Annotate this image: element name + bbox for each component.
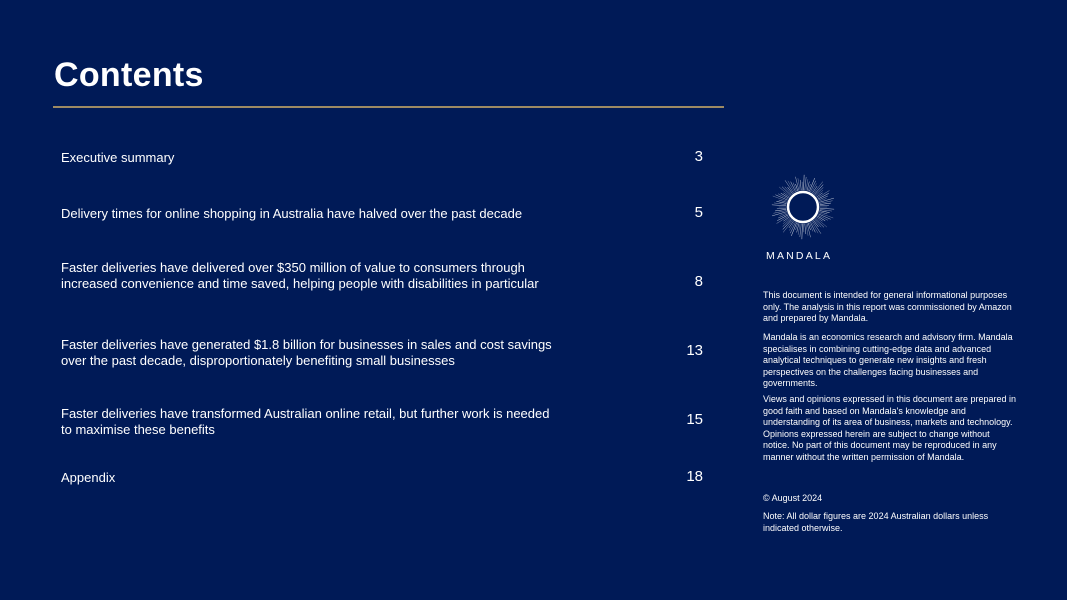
disclaimer-text: This document is intended for general informational purposes only. The analysis in this report was commissioned by Amazon and prepared by Mandala. <box>763 290 1012 323</box>
logo-ray <box>802 224 803 239</box>
toc-item-label: Appendix <box>61 470 116 485</box>
logo-ray <box>820 208 834 209</box>
toc-item-label: Executive summary <box>61 150 175 165</box>
about-text: Mandala is an economics research and advisory firm. Mandala specialises in combining cutting-edge data and advanced analytical techniques to generate new insights and fresh perspectives on the challenges facing businesses and governments. <box>763 332 1013 388</box>
logo-ray <box>804 175 805 190</box>
logo-ray <box>772 205 786 206</box>
title-divider <box>53 106 724 108</box>
logo-ray <box>782 187 791 195</box>
note-text: Note: All dollar figures are 2024 Australian dollars unless indicated otherwise. <box>763 511 989 533</box>
toc-item-page: 8 <box>694 273 703 290</box>
toc-item-label: Faster deliveries have generated $1.8 billion for businesses in sales and cost savings over the past decade, disproportionately benefiting small businesses <box>61 337 552 368</box>
logo-ray <box>777 208 786 209</box>
toc-item-label: Delivery times for online shopping in Australia have halved over the past decade <box>61 206 523 221</box>
logo-ray <box>800 180 801 190</box>
views-text: Views and opinions expressed in this document are prepared in good faith and based on Mandala's knowledge and understanding of its area of business, markets and technology. Opinions expressed herein are subject to change without notice. No part of this document may be reproduced in any manner without the written permission of Mandala. <box>763 394 1016 462</box>
toc-item-page: 13 <box>686 342 703 359</box>
copyright-text: © August 2024 <box>763 493 823 503</box>
toc-item-page: 18 <box>686 468 703 485</box>
toc-item-label: Faster deliveries have transformed Australian online retail, but further work is needed to maximise these benefits <box>61 406 550 437</box>
toc-item-page: 15 <box>686 411 703 428</box>
logo-ray <box>783 220 792 230</box>
toc-item-page: 5 <box>694 204 703 221</box>
brand-name: MANDALA <box>766 250 833 262</box>
mandala-logo-icon <box>763 172 843 262</box>
logo-ray <box>800 224 801 237</box>
logo-ray <box>820 205 829 206</box>
toc-item-page: 3 <box>694 148 703 165</box>
toc-item-label: Faster deliveries have delivered over $350 million of value to consumers through increased convenience and time saved, helping people with disabilities in particular <box>61 260 539 291</box>
logo-ray <box>805 177 806 190</box>
page-title: Contents <box>54 56 204 94</box>
logo-ray <box>805 224 806 234</box>
logo-ray <box>814 185 823 195</box>
logo-ray <box>815 219 824 227</box>
